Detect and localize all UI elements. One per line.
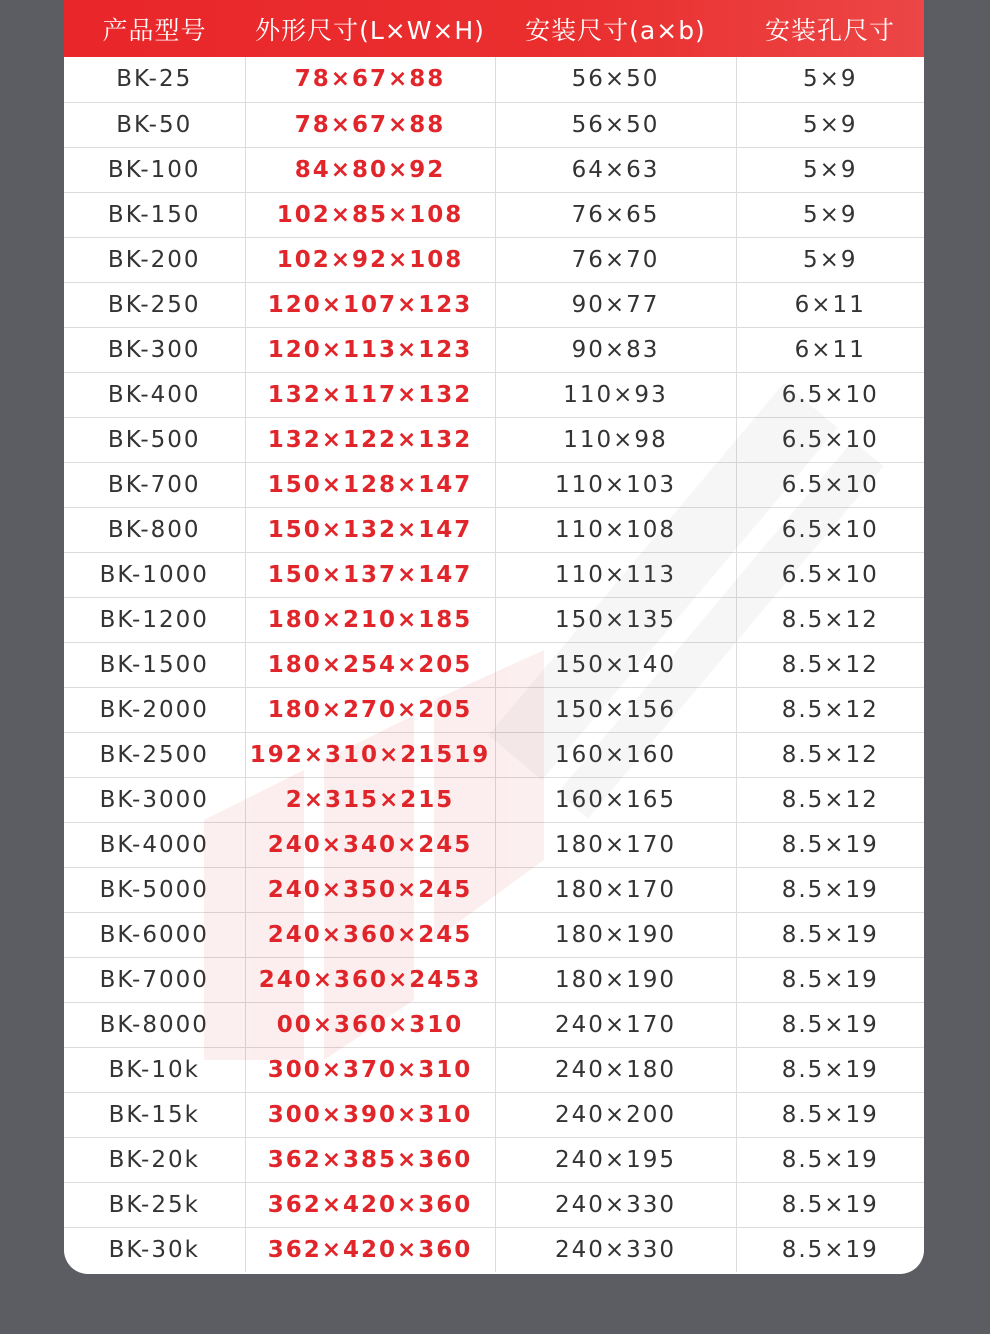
- cell-mounting-dimensions: 56×50: [495, 102, 736, 147]
- table-row: [64, 642, 924, 687]
- cell-mounting-hole: 8.5×19: [736, 1137, 924, 1182]
- cell-model: BK-400: [64, 372, 245, 417]
- cell-model: BK-2000: [64, 687, 245, 732]
- cell-mounting-dimensions: 240×170: [495, 1002, 736, 1047]
- spec-table: [64, 0, 924, 1272]
- cell-mounting-hole: 5×9: [736, 192, 924, 237]
- cell-model: BK-7000: [64, 957, 245, 1002]
- table-row: [64, 687, 924, 732]
- cell-mounting-dimensions: 110×93: [495, 372, 736, 417]
- cell-mounting-dimensions: 150×135: [495, 597, 736, 642]
- cell-mounting-hole: 5×9: [736, 237, 924, 282]
- table-row: [64, 1137, 924, 1182]
- header-model: 产品型号: [102, 15, 207, 45]
- cell-mounting-dimensions: 150×156: [495, 687, 736, 732]
- cell-outer-dimensions: 362×420×360: [245, 1182, 495, 1227]
- cell-model: BK-500: [64, 417, 245, 462]
- cell-mounting-dimensions: 76×65: [495, 192, 736, 237]
- cell-model: BK-25: [116, 66, 193, 93]
- table-row: [64, 1092, 924, 1137]
- cell-outer-dimensions: 84×80×92: [245, 147, 495, 192]
- cell-model: BK-5000: [64, 867, 245, 912]
- cell-outer-dimensions: 240×350×245: [245, 867, 495, 912]
- cell-mounting-hole: 8.5×19: [736, 1227, 924, 1272]
- cell-model: BK-700: [64, 462, 245, 507]
- cell-mounting-dimensions: 180×190: [495, 957, 736, 1002]
- table-row: [64, 147, 924, 192]
- cell-outer-dimensions: 102×85×108: [245, 192, 495, 237]
- table-row: [64, 1227, 924, 1272]
- table-row: [64, 57, 924, 102]
- cell-mounting-hole: 8.5×12: [736, 642, 924, 687]
- cell-model: BK-100: [64, 147, 245, 192]
- table-row: [64, 867, 924, 912]
- cell-mounting-dimensions: 240×195: [495, 1137, 736, 1182]
- table-row: [64, 507, 924, 552]
- cell-outer-dimensions: 180×254×205: [245, 642, 495, 687]
- table-row: [64, 777, 924, 822]
- cell-outer-dimensions: 132×122×132: [245, 417, 495, 462]
- table-row: [64, 282, 924, 327]
- cell-model: BK-15k: [64, 1092, 245, 1137]
- table-row: [64, 192, 924, 237]
- cell-model: BK-8000: [64, 1002, 245, 1047]
- cell-model: BK-20k: [64, 1137, 245, 1182]
- cell-mounting-hole: 8.5×12: [736, 777, 924, 822]
- cell-mounting-dimensions: 150×140: [495, 642, 736, 687]
- cell-mounting-dimensions: 76×70: [495, 237, 736, 282]
- cell-mounting-dimensions: 56×50: [495, 57, 736, 102]
- cell-outer-dimensions: 132×117×132: [245, 372, 495, 417]
- table-row: [64, 237, 924, 282]
- cell-mounting-dimensions: 110×98: [495, 417, 736, 462]
- cell-outer-dimensions: 180×210×185: [245, 597, 495, 642]
- cell-mounting-hole: 8.5×19: [736, 1047, 924, 1092]
- cell-model: BK-3000: [64, 777, 245, 822]
- cell-mounting-hole: 8.5×12: [736, 687, 924, 732]
- cell-model: BK-1200: [64, 597, 245, 642]
- cell-model: BK-25k: [64, 1182, 245, 1227]
- cell-mounting-hole: 8.5×19: [736, 912, 924, 957]
- table-row: [64, 1002, 924, 1047]
- cell-outer-dimensions: 78×67×88: [245, 102, 495, 147]
- cell-mounting-hole: 8.5×19: [736, 1182, 924, 1227]
- cell-mounting-dimensions: 180×190: [495, 912, 736, 957]
- cell-outer-dimensions: 300×390×310: [245, 1092, 495, 1137]
- cell-outer-dimensions: 120×113×123: [245, 327, 495, 372]
- cell-model: BK-30k: [64, 1227, 245, 1272]
- cell-mounting-dimensions: 110×103: [495, 462, 736, 507]
- cell-mounting-hole: 8.5×19: [736, 867, 924, 912]
- cell-outer-dimensions: 240×360×2453: [245, 957, 495, 1002]
- cell-mounting-hole: 5×9: [736, 102, 924, 147]
- table-row: [64, 552, 924, 597]
- spec-table-card: [64, 0, 924, 1274]
- cell-outer-dimensions: 78×67×88: [245, 57, 495, 102]
- cell-mounting-hole: 8.5×12: [736, 732, 924, 777]
- cell-model: BK-1000: [64, 552, 245, 597]
- cell-outer-dimensions: 240×340×245: [245, 822, 495, 867]
- cell-outer-dimensions: 180×270×205: [245, 687, 495, 732]
- cell-mounting-hole: 5×9: [736, 147, 924, 192]
- cell-outer-dimensions: 150×128×147: [245, 462, 495, 507]
- cell-mounting-hole: 6.5×10: [736, 372, 924, 417]
- cell-mounting-dimensions: 160×165: [495, 777, 736, 822]
- table-row: [64, 462, 924, 507]
- table-row: [64, 1047, 924, 1092]
- header-mounting-hole: 安装孔尺寸: [764, 15, 895, 45]
- cell-mounting-hole: 6.5×10: [736, 552, 924, 597]
- cell-mounting-hole: 6.5×10: [736, 507, 924, 552]
- cell-outer-dimensions: 362×385×360: [245, 1137, 495, 1182]
- cell-mounting-dimensions: 240×180: [495, 1047, 736, 1092]
- table-body: [64, 57, 924, 1272]
- cell-mounting-dimensions: 110×113: [495, 552, 736, 597]
- cell-outer-dimensions: 362×420×360: [245, 1227, 495, 1272]
- cell-mounting-hole: 8.5×12: [736, 597, 924, 642]
- table-row: [64, 417, 924, 462]
- cell-model: BK-300: [64, 327, 245, 372]
- cell-outer-dimensions: 300×370×310: [245, 1047, 495, 1092]
- cell-model: BK-200: [64, 237, 245, 282]
- cell-model: BK-250: [64, 282, 245, 327]
- cell-model: BK-2500: [64, 732, 245, 777]
- cell-mounting-dimensions: 110×108: [495, 507, 736, 552]
- cell-mounting-dimensions: 90×77: [495, 282, 736, 327]
- cell-outer-dimensions: 120×107×123: [245, 282, 495, 327]
- table-row: [64, 732, 924, 777]
- cell-mounting-hole: 8.5×19: [736, 822, 924, 867]
- table-row: [64, 822, 924, 867]
- cell-outer-dimensions: 102×92×108: [245, 237, 495, 282]
- cell-mounting-dimensions: 64×63: [495, 147, 736, 192]
- cell-outer-dimensions: 150×137×147: [245, 552, 495, 597]
- cell-mounting-hole: 8.5×19: [736, 957, 924, 1002]
- cell-mounting-dimensions: 180×170: [495, 867, 736, 912]
- table-row: [64, 102, 924, 147]
- cell-outer-dimensions: 192×310×21519: [245, 732, 495, 777]
- cell-mounting-hole: 6×11: [736, 327, 924, 372]
- cell-outer-dimensions: 2×315×215: [245, 777, 495, 822]
- table-header-row: [64, 0, 924, 57]
- table-row: [64, 372, 924, 417]
- cell-model: BK-6000: [64, 912, 245, 957]
- cell-mounting-dimensions: 240×200: [495, 1092, 736, 1137]
- cell-outer-dimensions: 00×360×310: [245, 1002, 495, 1047]
- cell-mounting-dimensions: 160×160: [495, 732, 736, 777]
- cell-mounting-dimensions: 180×170: [495, 822, 736, 867]
- cell-model: BK-1500: [64, 642, 245, 687]
- cell-mounting-hole: 8.5×19: [736, 1002, 924, 1047]
- header-outer-dimensions: 外形尺寸(L×W×H): [255, 15, 485, 45]
- table-row: [64, 1182, 924, 1227]
- table-row: [64, 912, 924, 957]
- cell-mounting-hole: 5×9: [736, 57, 924, 102]
- cell-mounting-dimensions: 90×83: [495, 327, 736, 372]
- cell-mounting-dimensions: 240×330: [495, 1227, 736, 1272]
- cell-model: BK-150: [64, 192, 245, 237]
- cell-model: BK-800: [64, 507, 245, 552]
- cell-model: BK-4000: [64, 822, 245, 867]
- cell-model: BK-50: [64, 102, 245, 147]
- cell-mounting-hole: 6.5×10: [736, 462, 924, 507]
- table-row: [64, 327, 924, 372]
- cell-outer-dimensions: 240×360×245: [245, 912, 495, 957]
- table-row: [64, 957, 924, 1002]
- cell-outer-dimensions: 150×132×147: [245, 507, 495, 552]
- cell-mounting-dimensions: 240×330: [495, 1182, 736, 1227]
- cell-mounting-hole: 6.5×10: [736, 417, 924, 462]
- cell-mounting-hole: 6×11: [736, 282, 924, 327]
- cell-model: BK-10k: [64, 1047, 245, 1092]
- table-row: [64, 597, 924, 642]
- cell-mounting-hole: 8.5×19: [736, 1092, 924, 1137]
- header-mounting-dimensions: 安装尺寸(a×b): [525, 15, 706, 45]
